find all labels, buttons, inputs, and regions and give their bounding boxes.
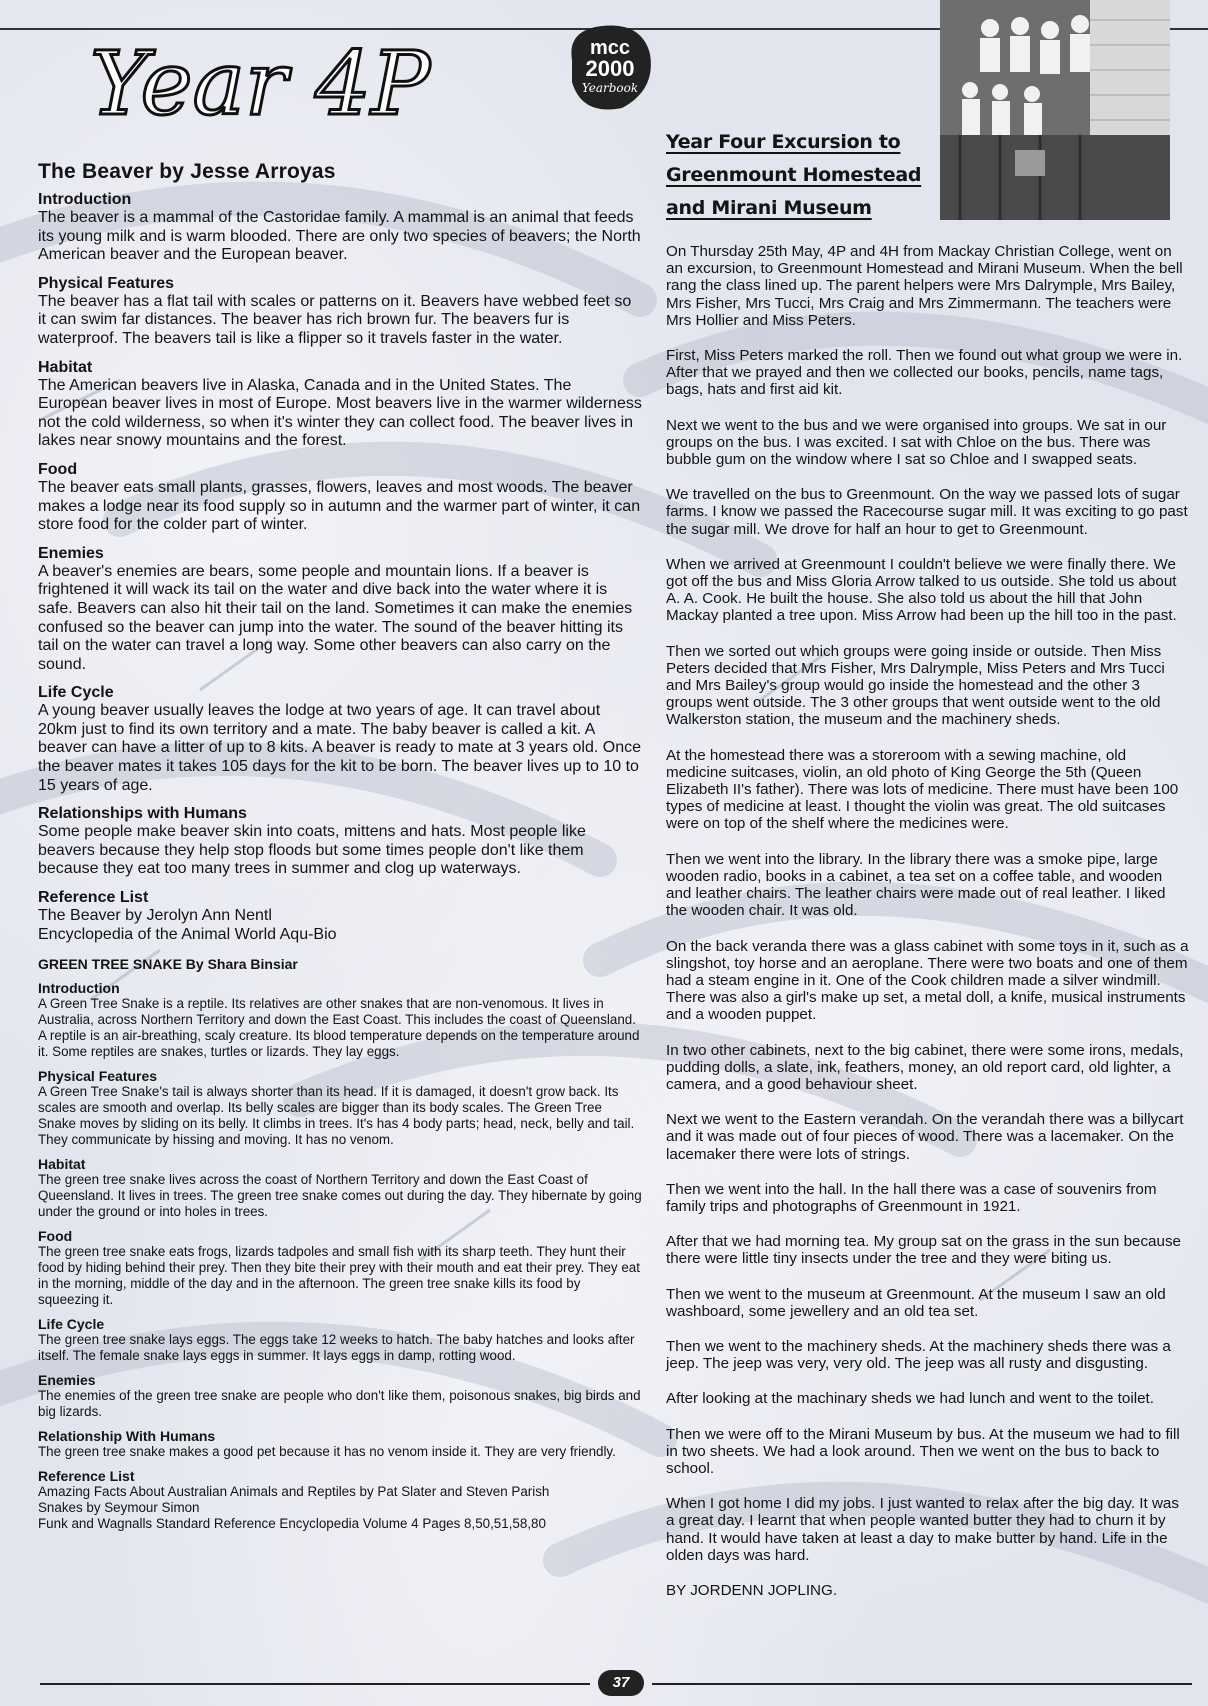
beaver-section bbox=[38, 358, 643, 451]
excursion-paragraph: Then we were off to the Mirani Museum by bus. At the museum we had to fill in two sheets. We had a look around. Then we went on the bus to back to school. bbox=[666, 1425, 1180, 1477]
snake-section bbox=[38, 1156, 643, 1220]
section-heading: Enemies bbox=[38, 1372, 96, 1389]
section-heading: Introduction bbox=[38, 191, 132, 208]
svg-text:Year 4P: Year 4P bbox=[90, 32, 431, 135]
section-heading: Food bbox=[38, 1228, 73, 1245]
right-column bbox=[666, 126, 1190, 1599]
left-column bbox=[38, 160, 643, 1540]
snake-section bbox=[38, 1228, 643, 1308]
footer-rule-left bbox=[40, 1683, 590, 1685]
excursion-paragraph: On the back veranda there was a glass cabinet with some toys in it, such as a slingshot, toy horse and an aeroplane. There were two boats and one of them had a steam engine in it. One of the Cook children made a silver windmill. There was also a girl's make up set, a metal doll, a knife, musical instruments and a wooden puppet. bbox=[666, 937, 1189, 1024]
page-title bbox=[90, 26, 450, 141]
section-heading: Habitat bbox=[38, 1156, 86, 1173]
snake-references bbox=[38, 1468, 643, 1532]
snake-section bbox=[38, 1428, 643, 1460]
excursion-paragraph: After that we had morning tea. My group sat on the grass in the sun because there were little tiny insects under the tree and they were biting us. bbox=[666, 1233, 1181, 1268]
section-text: A Green Tree Snake is a reptile. Its relatives are other snakes that are non-venomous. It lives in Australia, across Northern Territory and down the East Coast. This includes the coast of Queensland. A reptile is an air-breathing, scaly creature. Its blood temperature depends on the temperature around it. Some reptiles are snakes, turtles or lizards. They lay eggs. bbox=[38, 996, 640, 1060]
page-number: 37 bbox=[598, 1670, 644, 1696]
excursion-paragraph: Next we went to the bus and we were organised into groups. We sat in our groups on the bus. I was excited. I sat with Chloe on the bus. There was bubble gum on the window where I sat so Chloe and I swapped seats. bbox=[666, 416, 1167, 469]
excursion-paragraph: When we arrived at Greenmount I couldn't believe we were finally there. We got off the bus and Miss Gloria Arrow talked to us outside. She told us about A. A. Cook. He built the house. She also told us about the hill that John Mackay planted a tree upon. Miss Arrow had been up the hill too in the past. bbox=[666, 555, 1177, 625]
snake-section bbox=[38, 1316, 643, 1364]
reference-item: Snakes by Seymour Simon bbox=[38, 1500, 200, 1516]
excursion-paragraph: Then we went into the library. In the library there was a smoke pipe, large wooden radio, books in a cabinet, a tea set on a coffee table, and wooden and leather chairs. The leather chairs were made out of real leather. I liked the wooden chair. It was old. bbox=[666, 850, 1166, 920]
snake-article-title: GREEN TREE SNAKE By Shara Binsiar bbox=[38, 956, 298, 973]
excursion-title-line: and Mirani Museum bbox=[666, 197, 872, 219]
section-text: The green tree snake lives across the coast of Northern Territory and down the East Coast of Queensland. It lives in trees. The green tree snake comes out during the day. They hibernate by going under the ground or into holes in trees. bbox=[38, 1172, 642, 1220]
snake-section bbox=[38, 1372, 643, 1420]
svg-text:2000: 2000 bbox=[585, 56, 635, 81]
section-heading: Relationship With Humans bbox=[38, 1428, 216, 1445]
section-text: A young beaver usually leaves the lodge at two years of age. It can travel about 20km just to find its own territory and a mate. The baby beaver is called a kit. A beaver can have a litter of up to 8 kits. A beaver is ready to mate at 3 years old. Once the beaver mates it takes 105 days for the kit to be born. The beaver lives up to 10 to 15 years of age. bbox=[38, 702, 641, 794]
yearbook-logo bbox=[562, 20, 658, 116]
section-text: The beaver eats small plants, grasses, flowers, leaves and most woods. The beaver makes a lodge near its food supply so in autumn and the warmer part of winter, it can store food for the colder part of winter. bbox=[38, 478, 641, 534]
snake-section bbox=[38, 1068, 643, 1148]
section-text: A beaver's enemies are bears, some people and mountain lions. If a beaver is frightened it will wack its tail on the water and dive back into the water where it is safe. Beavers can also hit their tail on the land. Sometimes it can make the enemies confused so the beaver can jump into the water. The sound of the beaver hitting its tail on the water can travel a long way. Some other beavers can also carry on the sound. bbox=[38, 562, 633, 673]
section-heading: Relationships with Humans bbox=[38, 805, 247, 823]
reference-item: Encyclopedia of the Animal World Aqu-Bio bbox=[38, 925, 337, 943]
excursion-byline: BY JORDENN JOPLING. bbox=[666, 1581, 838, 1599]
excursion-paragraph: We travelled on the bus to Greenmount. On the way we passed lots of sugar farms. I know we passed the Racecourse sugar mill. It was exciting to go past the sugar mill. We drove for half an hour to get to Greenmount. bbox=[666, 486, 1188, 538]
section-text: The enemies of the green tree snake are people who don't like them, poisonous snakes, big birds and big lizards. bbox=[38, 1388, 641, 1420]
excursion-paragraph: When I got home I did my jobs. I just wanted to relax after the big day. It was a great day. I learnt that when people wanted butter they had to churn it by hand. It would have taken at least a day to make butter by hand. Life in the olden days was hard. bbox=[666, 1495, 1179, 1564]
beaver-section bbox=[38, 544, 643, 675]
section-text: The beaver is a mammal of the Castoridae family. A mammal is an animal that feeds its young milk and is warm blooded. There are only two species of beavers; the North American beaver and the European beaver. bbox=[38, 209, 641, 264]
section-heading: Life Cycle bbox=[38, 1316, 105, 1333]
section-heading: Reference List bbox=[38, 1468, 135, 1485]
excursion-paragraph: In two other cabinets, next to the big cabinet, there were some irons, medals, pudding dolls, a slate, ink, feathers, money, an old report card, old lighter, a camera, and a good behaviour sheet. bbox=[666, 1041, 1184, 1093]
excursion-paragraph: Then we went to the museum at Greenmount. At the museum I saw an old washboard, some jewellery and an old tea set. bbox=[666, 1285, 1166, 1320]
section-heading: Food bbox=[38, 460, 78, 478]
section-text: The green tree snake makes a good pet because it has no venom inside it. They are very friendly. bbox=[38, 1444, 616, 1460]
excursion-title bbox=[666, 126, 1190, 225]
section-text: The beaver has a flat tail with scales or patterns on it. Beavers have webbed feet so it can swim far distances. The beaver has rich brown fur. The beavers fur is waterproof. The beavers tail is like a flipper so it travels faster in the water. bbox=[38, 292, 632, 347]
beaver-references bbox=[38, 888, 643, 944]
excursion-paragraph: First, Miss Peters marked the roll. Then we found out what group we were in. After that we prayed and then we collected our books, pencils, name tags, bags, hats and first aid kit. bbox=[666, 347, 1183, 399]
excursion-paragraph: On Thursday 25th May, 4P and 4H from Mackay Christian College, went on an excursion, to Greenmount Homestead and Mirani Museum. When the bell rang the class lined up. The parent helpers were Mrs Dalrymple, Mrs Bailey, Mrs Fisher, Mrs Tucci, Mrs Craig and Mrs Zimmermann. The teachers were Mrs Hollier and Miss Peters. bbox=[666, 243, 1183, 329]
section-text: Some people make beaver skin into coats, mittens and hats. Most people like beavers because they help stop floods but some times people don't like them because they eat too many trees in summer and clog up waterways. bbox=[38, 823, 586, 878]
reference-item: The Beaver by Jerolyn Ann Nentl bbox=[38, 907, 272, 925]
excursion-title-line: Year Four Excursion to bbox=[666, 131, 901, 153]
excursion-paragraph: At the homestead there was a storeroom with a sewing machine, old medicine suitcases, violin, an old photo of King George the 5th (Queen Elizabeth II's father). There was lots of medicine. There must have been 100 types of medicine at least. I thought the violin was great. The old suitcases were on top of the shelf where the medicines were. bbox=[666, 746, 1179, 833]
beaver-section bbox=[38, 683, 643, 795]
svg-text:mcc: mcc bbox=[589, 37, 631, 59]
beaver-section bbox=[38, 460, 643, 535]
beaver-section bbox=[38, 190, 643, 265]
section-heading: Introduction bbox=[38, 980, 120, 997]
svg-text:Yearbook: Yearbook bbox=[581, 81, 639, 95]
reference-item: Amazing Facts About Australian Animals and Reptiles by Pat Slater and Steven Parish bbox=[38, 1484, 550, 1500]
section-heading: Life Cycle bbox=[38, 684, 114, 702]
beaver-article-title: The Beaver by Jesse Arroyas bbox=[38, 160, 336, 183]
footer-rule-right bbox=[652, 1683, 1192, 1685]
reference-item: Funk and Wagnalls Standard Reference Encyclopedia Volume 4 Pages 8,50,51,58,80 bbox=[38, 1516, 546, 1532]
section-heading: Enemies bbox=[38, 544, 104, 562]
section-heading: Habitat bbox=[38, 358, 93, 376]
section-heading: Physical Features bbox=[38, 274, 175, 292]
excursion-paragraph: Then we went to the machinery sheds. At the machinery sheds there was a jeep. The jeep was very, very old. The jeep was all rusty and disgusting. bbox=[666, 1337, 1171, 1373]
section-text: The American beavers live in Alaska, Canada and in the United States. The European beaver lives in most of Europe. Most beavers live in the warmer wilderness not the cold wilderness, so when it's winter they can collect food. The beaver lives in lakes near snowy mountains and the forest. bbox=[38, 376, 642, 450]
excursion-paragraph: Then we sorted out which groups were going inside or outside. Then Miss Peters decided that Mrs Fisher, Mrs Dalrymple, Miss Peters and Mrs Tucci and Mrs Bailey's group would go inside the homestead and the other 3 groups went outside. The 3 other groups that went outside went to the old Walkerston station, the museum and the machinery sheds. bbox=[666, 642, 1165, 729]
section-text: The green tree snake lays eggs. The eggs take 12 weeks to hatch. The baby hatches and looks after itself. The female snake lays eggs in summer. It lays eggs in damp, rotting wood. bbox=[38, 1332, 635, 1364]
snake-section bbox=[38, 980, 643, 1060]
section-text: A Green Tree Snake's tail is always shorter than its head. If it is damaged, it doesn't grow back. Its scales are smooth and overlap. Its belly scales are bigger than its body scales. The Green Tree Snake moves by sliding on its belly. It climbs in trees. It's has 4 body parts; head, neck, belly and tail. They communicate by hissing and moving. It has no venom. bbox=[38, 1084, 635, 1148]
beaver-section bbox=[38, 804, 643, 879]
section-text: The green tree snake eats frogs, lizards tadpoles and small fish with its sharp teeth. They hunt their food by hiding behind their prey. Then they bite their prey with their mouth and eat their prey. They eat in the morning, middle of the day and in the afternoon. The green tree snake kills its food by squeezing it. bbox=[38, 1244, 640, 1308]
excursion-paragraph: Next we went to the Eastern verandah. On the verandah there was a billycart and it was made out of four pieces of wood. There was a lacemaker. On the lacemaker there were lots of strings. bbox=[666, 1111, 1184, 1163]
beaver-section bbox=[38, 274, 643, 349]
excursion-paragraph: After looking at the machinary sheds we had lunch and went to the toilet. bbox=[666, 1390, 1154, 1408]
excursion-title-line: Greenmount Homestead bbox=[666, 164, 922, 186]
excursion-paragraph: Then we went into the hall. In the hall there was a case of souvenirs from family trips and photographs of Greenmount in 1921. bbox=[666, 1180, 1157, 1215]
section-heading: Physical Features bbox=[38, 1068, 158, 1085]
section-heading: Reference List bbox=[38, 889, 149, 907]
